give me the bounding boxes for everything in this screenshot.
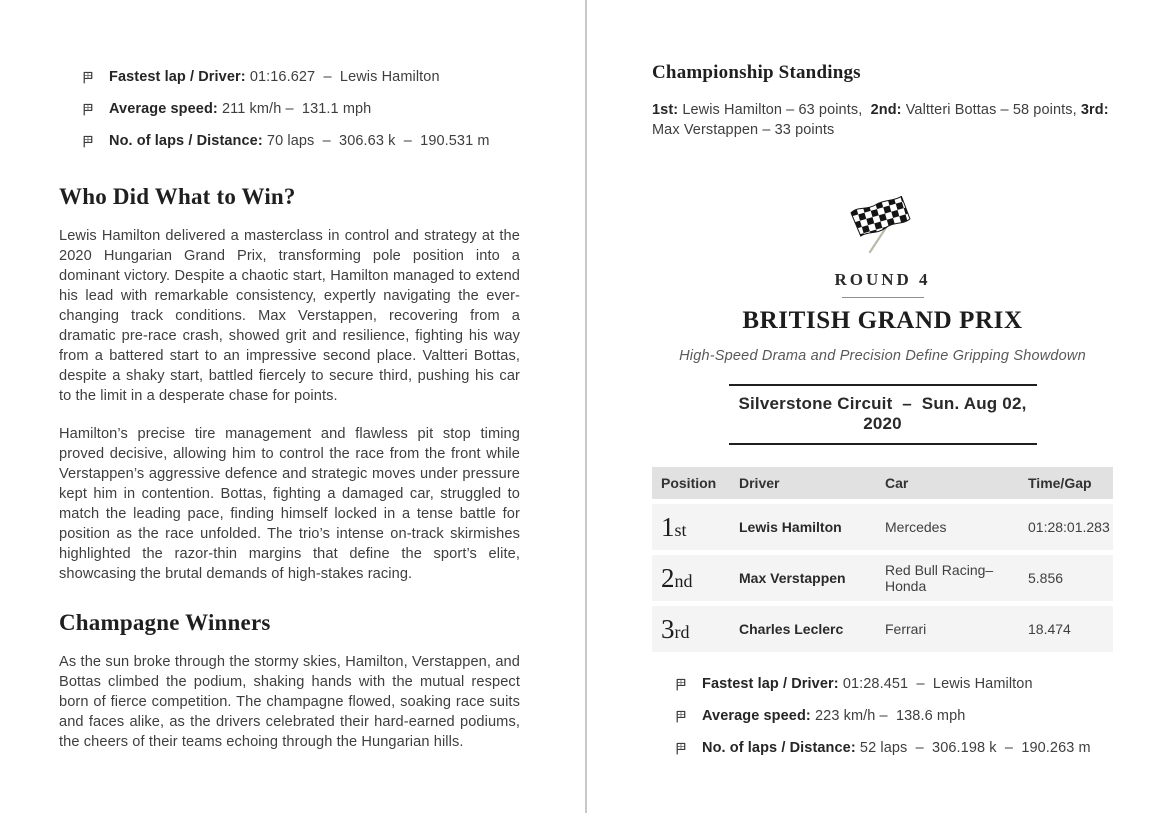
stat-text bbox=[702, 676, 1033, 692]
standing-entry-1: Lewis Hamilton – 63 points, bbox=[678, 102, 871, 118]
standing-rank-2: 2nd: bbox=[870, 102, 902, 118]
position-suffix: st bbox=[674, 519, 687, 540]
stat-label: Fastest lap / Driver: bbox=[702, 676, 839, 692]
col-header-time-gap: Time/Gap bbox=[1028, 475, 1092, 491]
round-underline-rule bbox=[842, 297, 924, 298]
position-suffix: nd bbox=[674, 570, 693, 591]
stat-row-laps-distance bbox=[652, 732, 1113, 764]
stat-text bbox=[702, 740, 1091, 756]
stat-value: 01:28.451 – Lewis Hamilton bbox=[838, 676, 1033, 692]
page-column-divider bbox=[585, 0, 587, 813]
stat-label: No. of laps / Distance: bbox=[702, 740, 856, 756]
position-cell bbox=[652, 510, 730, 545]
col-header-car: Car bbox=[885, 475, 909, 491]
stat-row-laps-distance bbox=[59, 125, 520, 157]
flag-icon bbox=[673, 741, 688, 756]
stat-value: 52 laps – 306.198 k – 190.263 m bbox=[855, 740, 1091, 756]
col-header-position: Position bbox=[661, 475, 717, 491]
race-recap-paragraph-2: Hamilton’s precise tire management and flawless pit stop timing proved decisive, allowing him to control the race from the front while Verstappen’s aggressive defence and strategic moves under pressure kept him in contention. Bottas, fighting a damaged car, struggled to match the leading pace, finding himself locked in a tense battle for position as the race unfolded. The trio’s intense on-track skirmishes highlighted the razor-thin margins that define the sport’s elite, showcasing the brutal demands of high-stakes racing. bbox=[59, 426, 520, 582]
championship-standings-text bbox=[652, 100, 1113, 140]
standing-rank-1: 1st: bbox=[652, 102, 679, 118]
stat-value: 01:16.627 – Lewis Hamilton bbox=[245, 69, 440, 85]
grand-prix-subtitle: High-Speed Drama and Precision Define Gripping Showdown bbox=[679, 348, 1086, 364]
race-stats-list-right bbox=[652, 668, 1113, 764]
race-recap-paragraph-1: Lewis Hamilton delivered a masterclass in control and strategy at the 2020 Hungarian Grand Prix, transforming pole position into a dominant victory. Despite a chaotic start, Hamilton managed to extend his lead with remarkable consistency, expertly navigating the ever-changing track conditions. Max Verstappen, recovering from a dramatic pre-race crash, showed grit and resilience, fighting his way from a battered start to an impressive second place. Valtteri Bottas, despite a shaky start, battled fiercely to secure third, pushing his car to the limit in a desperate chase for points. bbox=[59, 228, 520, 404]
flag-icon bbox=[673, 677, 688, 692]
race-stats-list-left bbox=[59, 61, 520, 157]
podium-paragraph: As the sun broke through the stormy skies, Hamilton, Verstappen, and Bottas climbed the podium, shaking hands with the mutual respect born of fierce competition. The champagne flowed, soaking race suits and faces alike, as the drivers celebrated their hard-earned podiums, the cheers of their teams echoing through the Hungarian hills. bbox=[59, 654, 520, 750]
car-cell: Mercedes bbox=[885, 519, 947, 535]
flag-icon bbox=[80, 102, 95, 117]
stat-value: 223 km/h – 138.6 mph bbox=[810, 708, 966, 724]
stat-text bbox=[109, 69, 440, 85]
round-label: ROUND 4 bbox=[834, 270, 931, 289]
stat-row-average-speed bbox=[652, 700, 1113, 732]
driver-cell: Charles Leclerc bbox=[739, 621, 844, 637]
col-header-driver: Driver bbox=[739, 475, 780, 491]
position-cell bbox=[652, 612, 730, 647]
stat-label: Average speed: bbox=[702, 708, 811, 724]
stat-value: 70 laps – 306.63 k – 190.531 m bbox=[262, 133, 490, 149]
stat-row-fastest-lap bbox=[652, 668, 1113, 700]
stat-label: Average speed: bbox=[109, 101, 218, 117]
championship-standings-heading: Championship Standings bbox=[652, 62, 861, 83]
standing-entry-2: Valtteri Bottas – 58 points, bbox=[901, 102, 1081, 118]
section-heading-who-did-what: Who Did What to Win? bbox=[59, 184, 296, 209]
stat-label: Fastest lap / Driver: bbox=[109, 69, 246, 85]
flag-icon bbox=[80, 70, 95, 85]
stat-label: No. of laps / Distance: bbox=[109, 133, 263, 149]
driver-cell: Max Verstappen bbox=[739, 570, 846, 586]
left-page bbox=[59, 0, 520, 752]
checkered-flag-graphic bbox=[652, 196, 1113, 258]
grand-prix-title: BRITISH GRAND PRIX bbox=[742, 307, 1023, 334]
section-heading-champagne-winners: Champagne Winners bbox=[59, 610, 271, 635]
flag-icon bbox=[673, 709, 688, 724]
results-table bbox=[652, 467, 1113, 652]
time-gap-cell: 5.856 bbox=[1028, 570, 1064, 586]
standing-entry-3: Max Verstappen – 33 points bbox=[652, 102, 1113, 138]
position-number: 3 bbox=[661, 613, 675, 644]
time-gap-cell: 18.474 bbox=[1028, 621, 1071, 637]
table-row-p2 bbox=[652, 555, 1113, 601]
checkered-flag-icon bbox=[837, 196, 929, 258]
table-row-p1 bbox=[652, 504, 1113, 550]
position-number: 1 bbox=[661, 511, 675, 542]
standing-rank-3: 3rd: bbox=[1080, 102, 1109, 118]
stat-text bbox=[702, 708, 965, 724]
right-page bbox=[652, 0, 1113, 764]
results-table-header-row bbox=[652, 467, 1113, 499]
car-cell: Red Bull Racing–Honda bbox=[885, 562, 994, 594]
table-row-p3 bbox=[652, 606, 1113, 652]
stat-value: 211 km/h – 131.1 mph bbox=[217, 101, 372, 117]
position-suffix: rd bbox=[674, 621, 690, 642]
venue-and-date: Silverstone Circuit – Sun. Aug 02, 2020 bbox=[729, 384, 1037, 445]
stat-row-fastest-lap bbox=[59, 61, 520, 93]
stat-text bbox=[109, 101, 371, 117]
time-gap-cell: 01:28:01.283 bbox=[1028, 519, 1110, 535]
stat-row-average-speed bbox=[59, 93, 520, 125]
stat-text bbox=[109, 133, 490, 149]
position-cell bbox=[652, 561, 730, 596]
position-number: 2 bbox=[661, 562, 675, 593]
driver-cell: Lewis Hamilton bbox=[739, 519, 842, 535]
flag-icon bbox=[80, 134, 95, 149]
car-cell: Ferrari bbox=[885, 621, 927, 637]
